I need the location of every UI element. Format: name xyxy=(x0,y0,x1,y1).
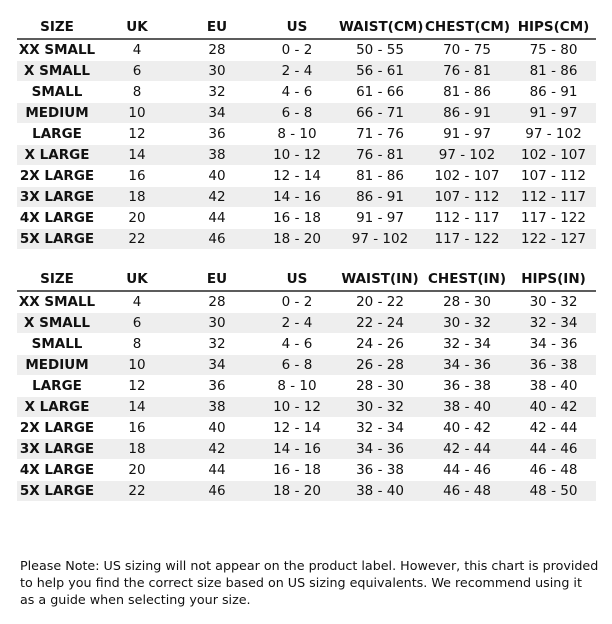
cell-size: MEDIUM xyxy=(17,103,97,124)
cell-eu: 36 xyxy=(177,376,257,397)
cell-us: 14 - 16 xyxy=(257,187,337,208)
cell-hips: 42 - 44 xyxy=(511,418,596,439)
column-header-hips: HIPS(CM) xyxy=(511,16,596,39)
cell-eu: 30 xyxy=(177,313,257,334)
cell-size: 3X LARGE xyxy=(17,187,97,208)
cell-chest: 46 - 48 xyxy=(423,481,511,502)
column-header-waist: WAIST(CM) xyxy=(337,16,423,39)
column-header-uk: UK xyxy=(97,268,177,291)
cell-us: 0 - 2 xyxy=(257,39,337,61)
cell-waist: 71 - 76 xyxy=(337,124,423,145)
cell-size: SMALL xyxy=(17,334,97,355)
cell-size: X LARGE xyxy=(17,397,97,418)
cell-us: 2 - 4 xyxy=(257,61,337,82)
table-row xyxy=(17,418,596,439)
cell-size: X SMALL xyxy=(17,313,97,334)
cell-waist: 36 - 38 xyxy=(337,460,423,481)
cell-hips: 107 - 112 xyxy=(511,166,596,187)
cell-uk: 4 xyxy=(97,291,177,313)
cell-uk: 4 xyxy=(97,39,177,61)
cell-us: 10 - 12 xyxy=(257,397,337,418)
column-header-hips: HIPS(IN) xyxy=(511,268,596,291)
cell-size: MEDIUM xyxy=(17,355,97,376)
table-row xyxy=(17,166,596,187)
column-header-size: SIZE xyxy=(17,268,97,291)
cell-chest: 81 - 86 xyxy=(423,82,511,103)
cell-uk: 22 xyxy=(97,481,177,502)
cell-us: 14 - 16 xyxy=(257,439,337,460)
cell-us: 8 - 10 xyxy=(257,376,337,397)
cell-chest: 42 - 44 xyxy=(423,439,511,460)
size-chart-cm-table xyxy=(17,16,596,250)
cell-hips: 32 - 34 xyxy=(511,313,596,334)
cell-hips: 48 - 50 xyxy=(511,481,596,502)
cell-hips: 38 - 40 xyxy=(511,376,596,397)
cell-eu: 44 xyxy=(177,460,257,481)
cell-chest: 40 - 42 xyxy=(423,418,511,439)
cell-us: 12 - 14 xyxy=(257,166,337,187)
cell-chest: 102 - 107 xyxy=(423,166,511,187)
cell-us: 12 - 14 xyxy=(257,418,337,439)
cell-uk: 18 xyxy=(97,439,177,460)
cell-eu: 34 xyxy=(177,103,257,124)
cell-uk: 14 xyxy=(97,397,177,418)
cell-us: 4 - 6 xyxy=(257,82,337,103)
table-row xyxy=(17,229,596,250)
table-row xyxy=(17,61,596,82)
cell-uk: 8 xyxy=(97,82,177,103)
cell-hips: 36 - 38 xyxy=(511,355,596,376)
header-row xyxy=(17,16,596,39)
cell-eu: 32 xyxy=(177,334,257,355)
cell-us: 10 - 12 xyxy=(257,145,337,166)
cell-us: 2 - 4 xyxy=(257,313,337,334)
cell-size: 2X LARGE xyxy=(17,418,97,439)
cell-waist: 81 - 86 xyxy=(337,166,423,187)
cell-size: X LARGE xyxy=(17,145,97,166)
cell-chest: 38 - 40 xyxy=(423,397,511,418)
cell-uk: 20 xyxy=(97,460,177,481)
cell-size: LARGE xyxy=(17,124,97,145)
table-row xyxy=(17,397,596,418)
cell-chest: 86 - 91 xyxy=(423,103,511,124)
cell-chest: 30 - 32 xyxy=(423,313,511,334)
cell-chest: 107 - 112 xyxy=(423,187,511,208)
cell-chest: 32 - 34 xyxy=(423,334,511,355)
table-row xyxy=(17,39,596,61)
cell-waist: 66 - 71 xyxy=(337,103,423,124)
sizing-note: Please Note: US sizing will not appear on the product label. However, this chart is provided to help you find the correct size based on US sizing equivalents. We recommend using it as a guide when selecting your size. xyxy=(20,557,599,607)
cell-waist: 32 - 34 xyxy=(337,418,423,439)
cell-hips: 46 - 48 xyxy=(511,460,596,481)
table-row xyxy=(17,481,596,502)
table-row xyxy=(17,82,596,103)
cell-hips: 44 - 46 xyxy=(511,439,596,460)
cell-uk: 8 xyxy=(97,334,177,355)
cell-eu: 44 xyxy=(177,208,257,229)
cell-eu: 32 xyxy=(177,82,257,103)
cell-size: 4X LARGE xyxy=(17,208,97,229)
cell-waist: 86 - 91 xyxy=(337,187,423,208)
table-row xyxy=(17,103,596,124)
cell-hips: 86 - 91 xyxy=(511,82,596,103)
cell-uk: 12 xyxy=(97,124,177,145)
cell-chest: 70 - 75 xyxy=(423,39,511,61)
table-row xyxy=(17,145,596,166)
cell-eu: 42 xyxy=(177,439,257,460)
cell-chest: 44 - 46 xyxy=(423,460,511,481)
cell-waist: 22 - 24 xyxy=(337,313,423,334)
cell-waist: 30 - 32 xyxy=(337,397,423,418)
cell-uk: 10 xyxy=(97,355,177,376)
table-row xyxy=(17,208,596,229)
cell-waist: 28 - 30 xyxy=(337,376,423,397)
cell-eu: 38 xyxy=(177,397,257,418)
cell-eu: 46 xyxy=(177,481,257,502)
header-row xyxy=(17,268,596,291)
cell-uk: 6 xyxy=(97,61,177,82)
cell-hips: 102 - 107 xyxy=(511,145,596,166)
cell-waist: 56 - 61 xyxy=(337,61,423,82)
cell-waist: 97 - 102 xyxy=(337,229,423,250)
cell-waist: 34 - 36 xyxy=(337,439,423,460)
cell-us: 6 - 8 xyxy=(257,355,337,376)
cell-waist: 61 - 66 xyxy=(337,82,423,103)
cell-waist: 91 - 97 xyxy=(337,208,423,229)
cell-uk: 18 xyxy=(97,187,177,208)
table-row xyxy=(17,187,596,208)
cell-size: 5X LARGE xyxy=(17,481,97,502)
cell-us: 0 - 2 xyxy=(257,291,337,313)
cell-waist: 76 - 81 xyxy=(337,145,423,166)
cell-waist: 38 - 40 xyxy=(337,481,423,502)
table-row xyxy=(17,313,596,334)
cell-chest: 91 - 97 xyxy=(423,124,511,145)
cell-eu: 34 xyxy=(177,355,257,376)
cell-hips: 30 - 32 xyxy=(511,291,596,313)
cell-size: LARGE xyxy=(17,376,97,397)
cell-size: XX SMALL xyxy=(17,291,97,313)
cell-uk: 12 xyxy=(97,376,177,397)
cell-size: X SMALL xyxy=(17,61,97,82)
table-body xyxy=(17,39,596,250)
table-row xyxy=(17,376,596,397)
column-header-us: US xyxy=(257,16,337,39)
cell-eu: 40 xyxy=(177,166,257,187)
table-row xyxy=(17,291,596,313)
cell-hips: 75 - 80 xyxy=(511,39,596,61)
cell-eu: 42 xyxy=(177,187,257,208)
cell-waist: 24 - 26 xyxy=(337,334,423,355)
cell-eu: 30 xyxy=(177,61,257,82)
cell-chest: 76 - 81 xyxy=(423,61,511,82)
cell-us: 8 - 10 xyxy=(257,124,337,145)
cell-uk: 6 xyxy=(97,313,177,334)
cell-chest: 34 - 36 xyxy=(423,355,511,376)
cell-eu: 28 xyxy=(177,291,257,313)
table-row xyxy=(17,460,596,481)
column-header-uk: UK xyxy=(97,16,177,39)
cell-waist: 20 - 22 xyxy=(337,291,423,313)
cell-chest: 36 - 38 xyxy=(423,376,511,397)
cell-uk: 10 xyxy=(97,103,177,124)
table-row xyxy=(17,334,596,355)
cell-eu: 28 xyxy=(177,39,257,61)
cell-hips: 91 - 97 xyxy=(511,103,596,124)
column-header-eu: EU xyxy=(177,16,257,39)
cell-hips: 34 - 36 xyxy=(511,334,596,355)
column-header-chest: CHEST(CM) xyxy=(423,16,511,39)
cell-eu: 38 xyxy=(177,145,257,166)
cell-size: 4X LARGE xyxy=(17,460,97,481)
cell-uk: 20 xyxy=(97,208,177,229)
cell-size: 5X LARGE xyxy=(17,229,97,250)
column-header-eu: EU xyxy=(177,268,257,291)
cell-us: 18 - 20 xyxy=(257,481,337,502)
column-header-chest: CHEST(IN) xyxy=(423,268,511,291)
cell-us: 18 - 20 xyxy=(257,229,337,250)
cell-uk: 14 xyxy=(97,145,177,166)
cell-hips: 97 - 102 xyxy=(511,124,596,145)
size-chart-inch-table xyxy=(17,268,596,502)
cell-hips: 117 - 122 xyxy=(511,208,596,229)
cell-chest: 28 - 30 xyxy=(423,291,511,313)
cell-hips: 40 - 42 xyxy=(511,397,596,418)
cell-chest: 97 - 102 xyxy=(423,145,511,166)
cell-hips: 112 - 117 xyxy=(511,187,596,208)
column-header-us: US xyxy=(257,268,337,291)
cell-us: 16 - 18 xyxy=(257,208,337,229)
cell-hips: 81 - 86 xyxy=(511,61,596,82)
cell-waist: 26 - 28 xyxy=(337,355,423,376)
cell-chest: 117 - 122 xyxy=(423,229,511,250)
cell-uk: 16 xyxy=(97,418,177,439)
cell-eu: 40 xyxy=(177,418,257,439)
table-row xyxy=(17,124,596,145)
cell-us: 6 - 8 xyxy=(257,103,337,124)
cell-size: 3X LARGE xyxy=(17,439,97,460)
column-header-size: SIZE xyxy=(17,16,97,39)
column-header-waist: WAIST(IN) xyxy=(337,268,423,291)
cell-eu: 46 xyxy=(177,229,257,250)
cell-size: XX SMALL xyxy=(17,39,97,61)
cell-uk: 16 xyxy=(97,166,177,187)
table-body xyxy=(17,291,596,502)
cell-chest: 112 - 117 xyxy=(423,208,511,229)
cell-uk: 22 xyxy=(97,229,177,250)
table-row xyxy=(17,439,596,460)
table-row xyxy=(17,355,596,376)
cell-us: 4 - 6 xyxy=(257,334,337,355)
cell-hips: 122 - 127 xyxy=(511,229,596,250)
cell-waist: 50 - 55 xyxy=(337,39,423,61)
cell-size: SMALL xyxy=(17,82,97,103)
cell-size: 2X LARGE xyxy=(17,166,97,187)
cell-us: 16 - 18 xyxy=(257,460,337,481)
cell-eu: 36 xyxy=(177,124,257,145)
